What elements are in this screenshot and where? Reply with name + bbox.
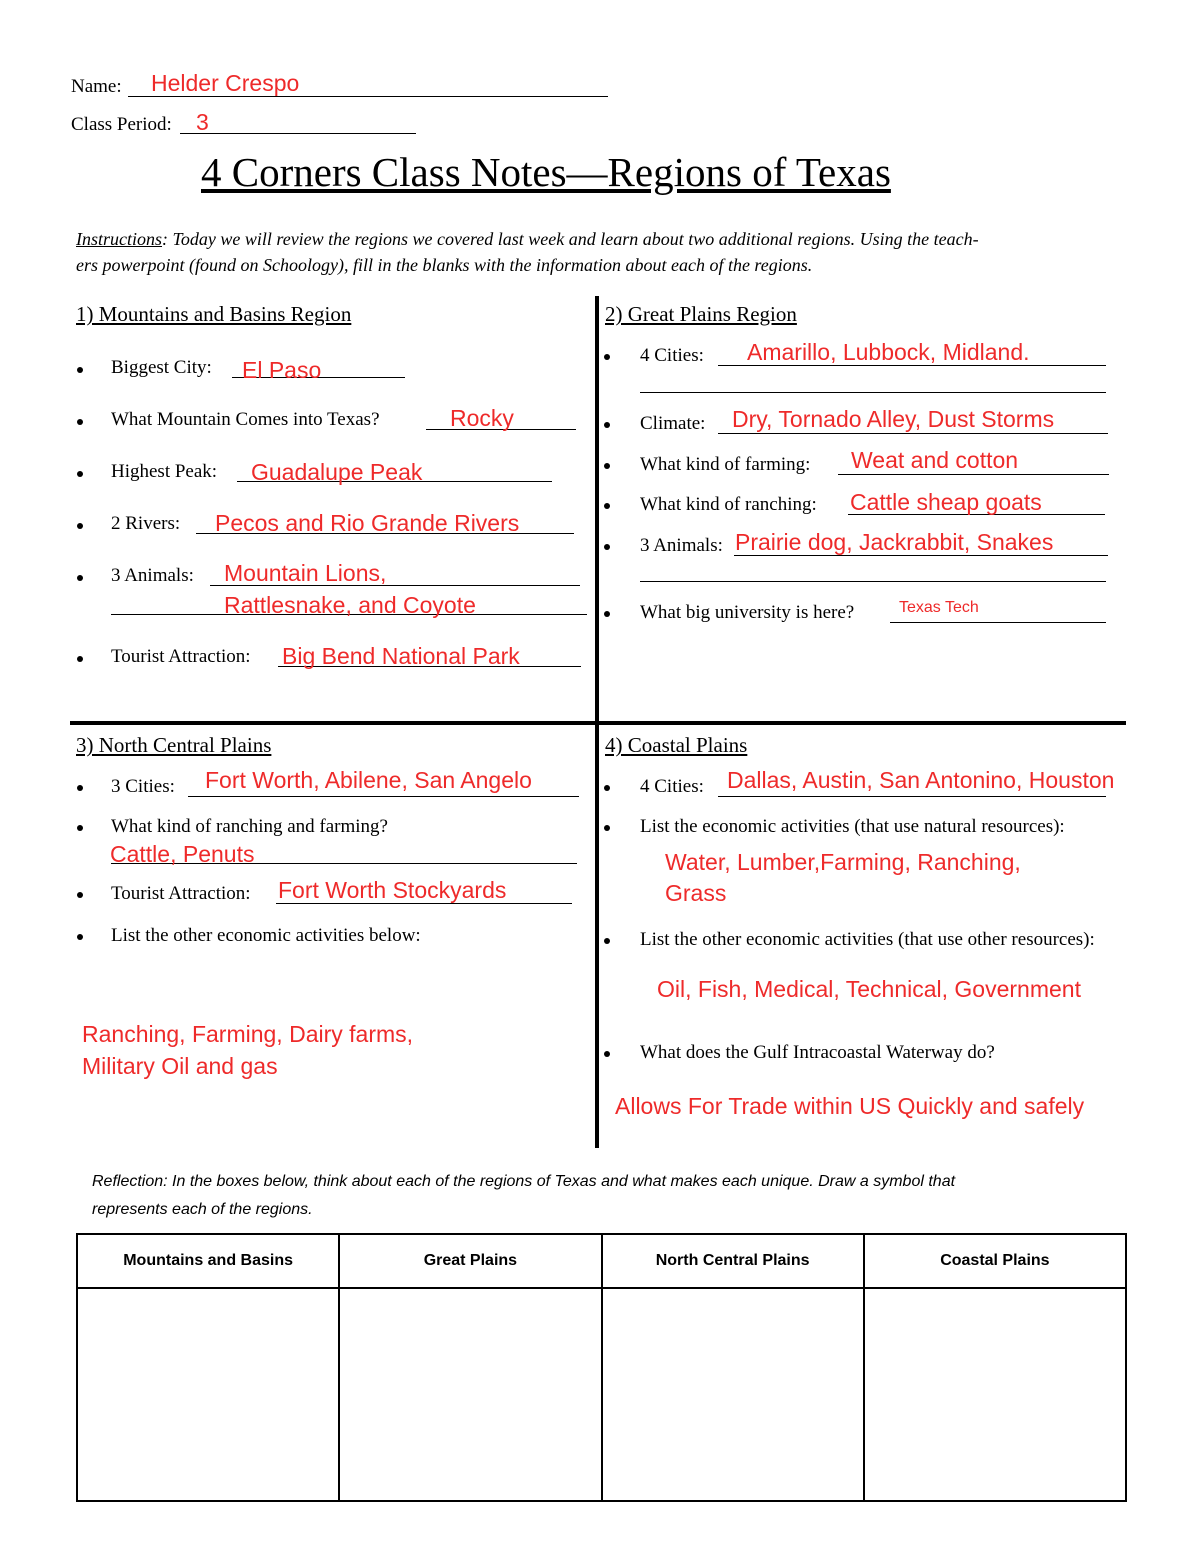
bullet (604, 422, 610, 428)
reflection-line-2: represents each of the regions. (92, 1201, 313, 1218)
farming-field[interactable]: Weat and cotton (851, 447, 1019, 473)
ranching-label: What kind of ranching: (640, 494, 817, 515)
nc-other-field-2[interactable]: Military Oil and gas (82, 1053, 278, 1079)
nc-tourist-label: Tourist Attraction: (111, 883, 251, 904)
nc-other-field-1[interactable]: Ranching, Farming, Dairy farms, (82, 1021, 414, 1047)
reflection-line-1: Reflection: In the boxes below, think about each of the regions of Texas and what makes each unique. Draw a symbol that (92, 1173, 956, 1190)
gp-cities-underline (718, 365, 1106, 366)
reflection-header-row (77, 1234, 1126, 1288)
cp-natural-field-2[interactable]: Grass (665, 880, 727, 906)
nc-tourist-field[interactable]: Fort Worth Stockyards (278, 877, 507, 903)
coastal-symbol-box[interactable] (864, 1288, 1126, 1501)
bullet (77, 892, 83, 898)
waterway-label: What does the Gulf Intracoastal Waterway do? (640, 1042, 995, 1063)
cp-other-label: List the other economic activities (that use other resources): (640, 929, 1095, 950)
north-central-heading: 3) North Central Plains (76, 733, 272, 757)
cp-cities-field[interactable]: Dallas, Austin, San Antonino, Houston (727, 767, 1115, 793)
tourist-label: Tourist Attraction: (111, 646, 251, 667)
mountain-field[interactable]: Rocky (450, 405, 514, 431)
mountains-symbol-box[interactable] (77, 1288, 339, 1501)
biggest-city-field[interactable]: El Paso (242, 357, 322, 383)
rivers-label: 2 Rivers: (111, 513, 181, 534)
nc-ranching-label: What kind of ranching and farming? (111, 816, 388, 837)
coastal-heading: 4) Coastal Plains (605, 733, 748, 757)
highest-peak-field[interactable]: Guadalupe Peak (251, 459, 423, 485)
nc-tourist-underline (276, 903, 572, 904)
gp-cities-field[interactable]: Amarillo, Lubbock, Midland. (747, 339, 1030, 365)
name-underline (128, 96, 608, 97)
waterway-field[interactable]: Allows For Trade within US Quickly and safely (615, 1093, 1085, 1119)
biggest-city-label: Biggest City: (111, 357, 212, 378)
instructions (76, 226, 1136, 278)
ranching-field[interactable]: Cattle sheap goats (850, 489, 1042, 515)
bullet (604, 785, 610, 791)
instructions-text-1: : Today we will review the regions we covered last week and learn about two additional regions. Using the teach- (162, 229, 979, 249)
bullet (604, 503, 610, 509)
nc-cities-field[interactable]: Fort Worth, Abilene, San Angelo (205, 767, 532, 793)
rivers-field[interactable]: Pecos and Rio Grande Rivers (215, 510, 520, 536)
column-header: Coastal Plains (864, 1234, 1126, 1288)
bullet (77, 367, 83, 373)
period-label: Class Period: (71, 114, 172, 135)
nc-ranching-field[interactable]: Cattle, Penuts (110, 841, 255, 867)
climate-label: Climate: (640, 413, 706, 434)
instructions-label: Instructions (76, 229, 163, 249)
university-label: What big university is here? (640, 602, 855, 623)
gp-cities-underline-2 (640, 392, 1106, 393)
mountains-heading: 1) Mountains and Basins Region (76, 302, 352, 326)
highest-peak-label: Highest Peak: (111, 461, 218, 482)
great-plains-heading: 2) Great Plains Region (605, 302, 797, 326)
bullet (77, 575, 83, 581)
reflection-draw-row (77, 1288, 1126, 1501)
bullet (604, 463, 610, 469)
cp-natural-field-1[interactable]: Water, Lumber,Farming, Ranching, (665, 849, 1021, 875)
animals-field-1[interactable]: Mountain Lions, (224, 560, 387, 586)
nc-cities-underline (188, 796, 579, 797)
gp-animals-label: 3 Animals: (640, 535, 723, 556)
nc-cities-label: 3 Cities: (111, 776, 175, 797)
bullet (77, 471, 83, 477)
university-underline (890, 622, 1106, 623)
column-header: North Central Plains (602, 1234, 864, 1288)
animals-field-2[interactable]: Rattlesnake, and Coyote (224, 592, 476, 618)
bullet (77, 523, 83, 529)
nc-other-label: List the other economic activities below: (111, 925, 421, 946)
cp-cities-label: 4 Cities: (640, 776, 704, 797)
bullet (604, 354, 610, 360)
period-field[interactable]: 3 (196, 109, 209, 135)
horizontal-divider (70, 721, 1126, 725)
bullet (77, 825, 83, 831)
reflection-table (76, 1233, 1127, 1502)
name-field[interactable]: Helder Crespo (151, 70, 300, 96)
great-plains-symbol-box[interactable] (339, 1288, 601, 1501)
reflection-text (92, 1168, 955, 1224)
bullet (604, 544, 610, 550)
cp-natural-label: List the economic activities (that use natural resources): (640, 816, 1065, 837)
name-label: Name: (71, 76, 122, 97)
bullet (604, 825, 610, 831)
bullet (604, 611, 610, 617)
farming-label: What kind of farming: (640, 454, 811, 475)
period-underline (180, 133, 416, 134)
cp-cities-underline (718, 796, 1106, 797)
climate-field[interactable]: Dry, Tornado Alley, Dust Storms (732, 406, 1055, 432)
bullet (604, 1051, 610, 1057)
mountain-label: What Mountain Comes into Texas? (111, 409, 380, 430)
bullet (77, 419, 83, 425)
bullet (77, 934, 83, 940)
column-header: Great Plains (339, 1234, 601, 1288)
instructions-text-2: ers powerpoint (found on Schoology), fill in the blanks with the information about each of the regions. (76, 255, 813, 275)
climate-underline (718, 433, 1108, 434)
university-field[interactable]: Texas Tech (899, 599, 979, 616)
gp-cities-label: 4 Cities: (640, 345, 704, 366)
page-title: 4 Corners Class Notes—Regions of Texas (201, 149, 891, 195)
bullet (604, 938, 610, 944)
cp-other-field[interactable]: Oil, Fish, Medical, Technical, Government (657, 976, 1081, 1002)
animals-label: 3 Animals: (111, 565, 194, 586)
gp-animals-field[interactable]: Prairie dog, Jackrabbit, Snakes (735, 529, 1054, 555)
bullet (77, 785, 83, 791)
column-header: Mountains and Basins (77, 1234, 339, 1288)
gp-animals-underline-2 (640, 581, 1106, 582)
gp-animals-underline (734, 555, 1108, 556)
tourist-field[interactable]: Big Bend National Park (282, 643, 520, 669)
farming-underline (838, 474, 1109, 475)
bullet (77, 656, 83, 662)
north-central-symbol-box[interactable] (602, 1288, 864, 1501)
